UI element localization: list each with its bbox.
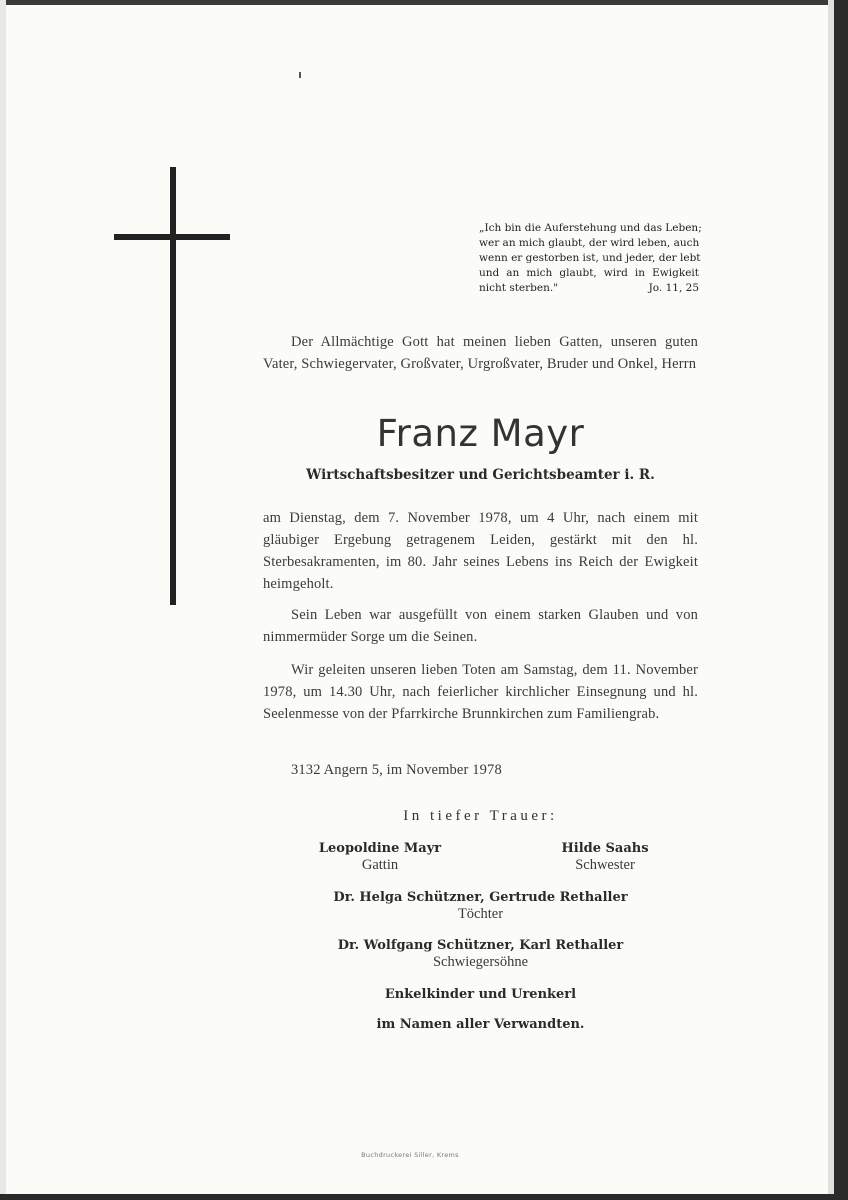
mourner-entry [263,938,698,971]
mourner-name: im Namen aller Verwandten. [376,1017,585,1032]
mourner-relation: Töchter [457,906,504,922]
quote-line: wer an mich glaubt, der wird leben, auch [479,237,700,249]
place-date: 3132 Angern 5, im November 1978 [291,762,502,778]
mourner-entry [263,890,698,923]
quote-line: „Ich bin die Auferstehung und das Leben; [479,222,702,234]
mourner-relation: Schwiegersöhne [432,954,529,970]
death-paragraph: am Dienstag, dem 7. November 1978, um 4 Uhr, nach einem mit gläubiger Ergebung getragenem Leiden, gestärkt mit den hl. Sterbesakramenten, im 80. Jahr seines Lebens ins Reich der Ewigkeit heimgeholt. [263,510,698,592]
mourner-entry [263,987,698,1002]
printer-imprint: Buchdruckerei Siller, Krems [361,1151,459,1159]
deceased-name: Franz Mayr [376,412,585,455]
quote-line: und an mich glaubt, wird in Ewigkeit [479,267,699,279]
quote-end: nicht sterben." [479,282,559,294]
mourner-name: Dr. Wolfgang Schützner, Karl Rethaller [337,938,624,953]
paper-edge-right [834,0,848,1200]
intro-paragraph: Der Allmächtige Gott hat meinen lieben Gatten, unseren guten Vater, Schwiegervater, Großvater, Urgroßvater, Bruder und Onkel, Herrn [263,334,698,372]
mourner-entry [263,1017,698,1032]
paper-edge-top [0,0,848,5]
paper-edge-left [0,0,6,1200]
funeral-paragraph: Wir geleiten unseren lieben Toten am Samstag, dem 11. November 1978, um 14.30 Uhr, nach feierlicher kirchlicher Einsegnung und hl. Seelenmesse von der Pfarrkirche Brunnkirchen zum Familiengrab. [263,662,698,722]
mourner-entry [530,841,680,874]
cross-horizontal-bar [114,234,230,240]
deceased-occupation: Wirtschaftsbesitzer und Gerichtsbeamter i. R. [306,467,655,483]
mourner-name: Enkelkinder und Urenkerl [384,987,577,1002]
print-speck [299,72,301,78]
mourning-heading: In tiefer Trauer: [403,808,558,824]
mourner-name: Hilde Saahs [561,841,649,856]
paper-edge-bottom [0,1194,848,1200]
quote-reference: Jo. 11, 25 [648,282,699,294]
mourner-name: Leopoldine Mayr [318,841,442,856]
quote-last-line [479,281,699,296]
cross-vertical-bar [170,167,176,605]
bible-quote [479,221,702,296]
mourner-relation: Schwester [575,857,635,873]
life-paragraph: Sein Leben war ausgefüllt von einem starken Glauben und von nimmermüder Sorge um die Seinen. [263,607,698,645]
quote-line: wenn er gestorben ist, und jeder, der lebt [479,252,701,264]
mourner-entry [305,841,455,874]
mourner-name: Dr. Helga Schützner, Gertrude Rethaller [333,890,628,905]
mourner-relation: Gattin [361,857,399,873]
